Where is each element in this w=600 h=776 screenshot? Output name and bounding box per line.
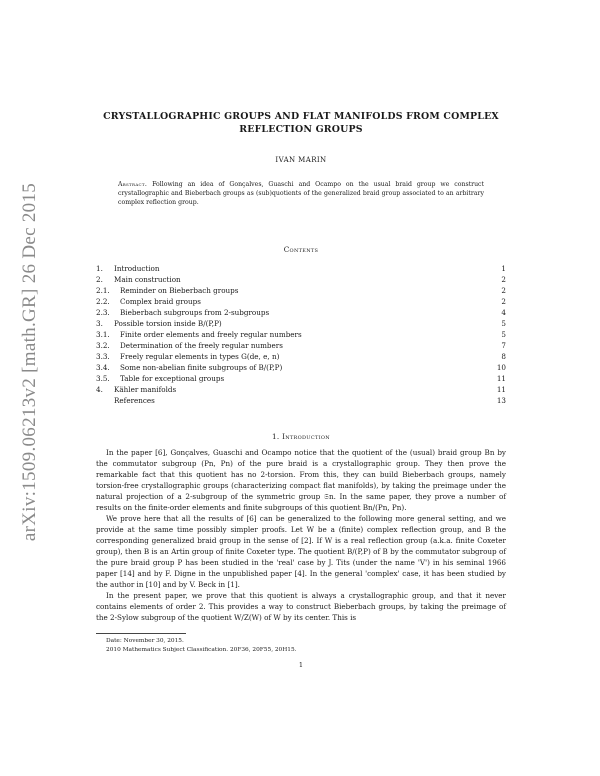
page-number: 1 [298,661,304,669]
toc-entry-number: 3.1. [96,330,110,339]
toc-entry[interactable] [96,362,506,373]
toc-entry-number: 3.4. [96,363,110,372]
toc-entry-number: 2.2. [96,297,110,306]
toc-entry-title: Finite order elements and freely regular numbers [120,330,302,339]
paragraph: We prove here that all the results of [6] can be generalized to the following more general setting, and we provide at the same time possibly simpler proofs. Let W be a (finite) complex reflection group, and B the corresponding generalized braid group in the sense of [2]. If W is a real reflection group (a.k.a. finite Coxeter group), then B is an Artin group of finite Coxeter type. The quotient B/(P,P) of B by the commutator subgroup of the pure braid group P has been studied in the 'real' case by J. Tits (under the name 'V') in his seminal 1966 paper [14] and by F. Digne in the unpublished paper [4]. In the general 'complex' case, it has been studied by the author in [10] and by V. Beck in [1]. [96,514,506,589]
paper-page [96,110,506,669]
toc-entry-number: 1. [96,264,103,273]
toc-entry-title: Introduction [114,264,160,273]
toc-entry[interactable] [96,318,506,329]
toc-entry-number: 2.1. [96,286,110,295]
toc-entry-title: Reminder on Bieberbach groups [120,286,239,295]
toc-entry[interactable] [96,373,506,384]
toc-entry-page: 2 [501,297,506,306]
toc-entry-title: Complex braid groups [120,297,201,306]
toc-entry-title: Kähler manifolds [114,385,177,394]
toc-entry-page: 7 [501,341,506,350]
abstract [118,180,484,207]
toc-entry[interactable] [96,340,506,351]
toc-entry[interactable] [96,329,506,340]
arxiv-stamp [8,152,52,572]
toc-entry-page: 2 [501,275,506,284]
abstract-text: Following an idea of Gonçalves, Guaschi and Ocampo on the usual braid group we construct crystallographic and Bieberbach groups as (sub)quotients of the generalized braid group associated to an arbitrary complex reflection group. [118,181,485,206]
contents-heading: Contents [283,245,319,254]
toc-entry-page: 10 [496,363,506,372]
toc-entry-number: 3. [96,319,103,328]
footnote-date: Date: November 30, 2015. [106,638,184,644]
toc-entry-title: Main construction [114,275,181,284]
toc-entry-title: Freely regular elements in types G(de, e, n) [120,352,280,361]
toc-entry-title: Possible torsion inside B/(P,P) [114,319,222,328]
toc-entry-page: 13 [496,396,506,405]
toc-entry-number: 3.3. [96,352,110,361]
toc-entry-title: Table for exceptional groups [120,374,225,383]
toc-entry-page: 11 [496,385,506,394]
toc-entry[interactable] [96,274,506,285]
toc-entry-page: 5 [501,330,506,339]
toc-entry[interactable] [96,351,506,362]
abstract-label: Abstract. [118,181,148,188]
toc-entry-number: 4. [96,385,103,394]
toc-entry-page: 8 [501,352,506,361]
toc-entry-page: 2 [501,286,506,295]
toc-entry-title: Bieberbach subgroups from 2-subgroups [120,308,270,317]
section-heading: 1. Introduction [272,432,330,441]
body-text [96,447,506,623]
toc-entry-number: 3.5. [96,374,110,383]
toc-entry-title: References [114,396,155,405]
author-name: IVAN MARIN [275,156,327,164]
toc-entry[interactable] [96,263,506,274]
arxiv-identifier: arXiv:1509.06213v2 [math.GR] 26 Dec 2015 [19,182,41,542]
toc-entry-number [96,395,114,406]
toc-entry[interactable] [96,296,506,307]
footnotes [96,637,506,654]
toc-entry[interactable] [96,307,506,318]
toc-entry-page: 1 [501,264,506,273]
toc-entry-page: 11 [496,374,506,383]
toc-entry[interactable] [96,384,506,395]
toc-entry[interactable] [96,395,506,406]
toc-entry-title: Some non-abelian finite subgroups of B/(P,P) [120,363,283,372]
toc-entry-number: 3.2. [96,341,110,350]
toc-entry-title: Determination of the freely regular numbers [120,341,283,350]
toc-entry-page: 5 [501,319,506,328]
toc-entry[interactable] [96,285,506,296]
toc-entry-page: 4 [501,308,506,317]
paragraph: In the paper [6], Gonçalves, Guaschi and Ocampo notice that the quotient of the (usual) braid group Bn by the commutator subgroup (Pn, Pn) of the pure braid is a crystallographic group. They then prove the remarkable fact that this quotient has no 2-torsion. From this, they can build Bieberbach groups, namely torsion-free crystallographic groups (characterizing compact flat manifolds), by taking the preimage under the natural projection of a 2-subgroup of the symmetric group 𝔖n. In the same paper, they prove a number of results on the finite-order elements and finite subgroups of this quotient Bn/(Pn, Pn). [96,448,506,512]
paper-title: CRYSTALLOGRAPHIC GROUPS AND FLAT MANIFOLDS FROM COMPLEX REFLECTION GROUPS [103,111,499,135]
table-of-contents [96,263,506,406]
toc-entry-number: 2. [96,275,103,284]
toc-entry-number: 2.3. [96,308,110,317]
paragraph: In the present paper, we prove that this quotient is always a crystallographic group, and that it never contains elements of order 2. This provides a way to construct Bieberbach groups, by taking the preimage of the 2-Sylow subgroup of the quotient W/Z(W) of W by its center. This is [96,591,506,622]
footnote-rule [96,633,186,634]
footnote-msc: 2010 Mathematics Subject Classification. 20F36, 20F55, 20H15. [106,646,297,653]
